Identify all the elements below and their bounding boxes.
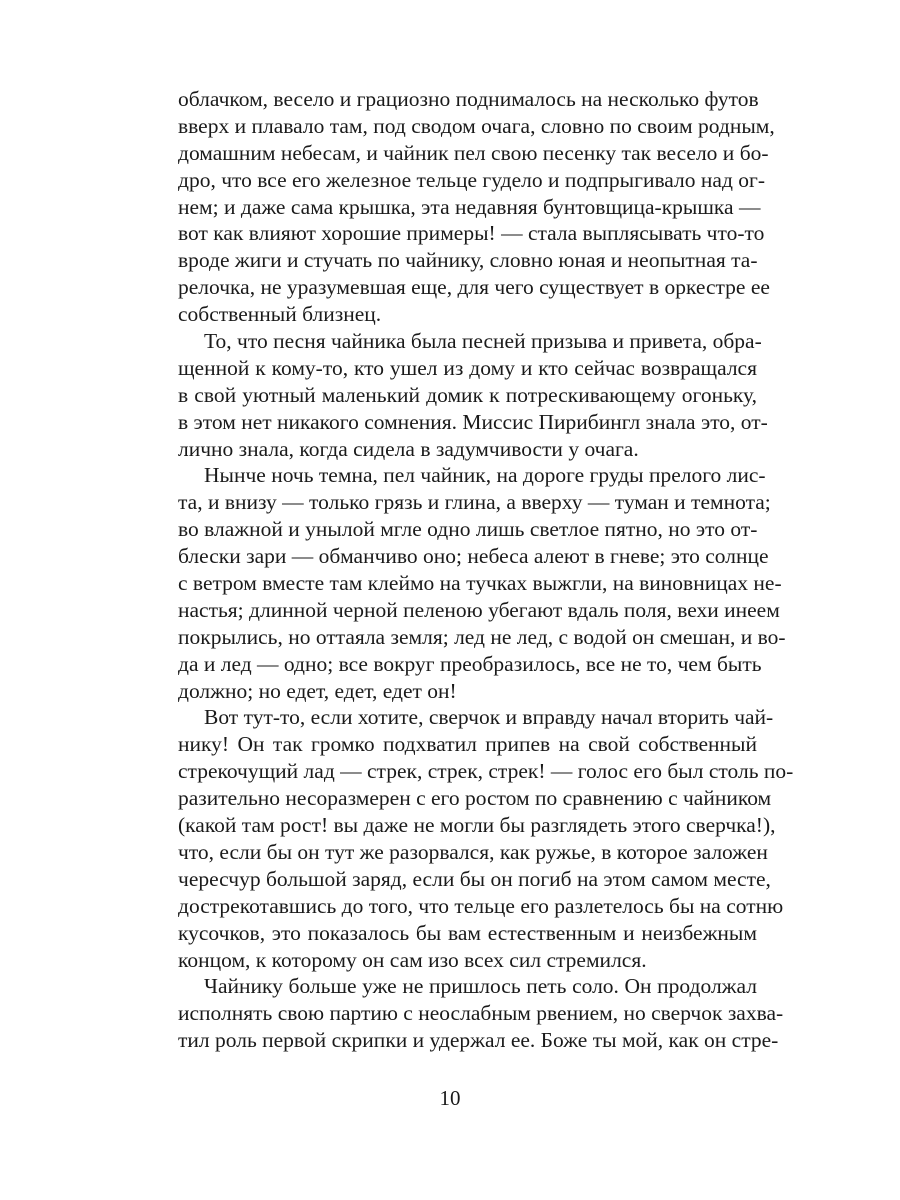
text-line: настья; длинной черной пеленою убегают вдаль поля, вехи инеем [178,597,780,622]
text-line: Нынче ночь темна, пел чайник, на дороге груды прелого лис- [204,463,766,488]
body-text [178,86,794,1054]
text-line: кусочков, это показалось бы вам естественным и неизбежным [178,920,757,945]
text-line: блески зари — обманчиво оно; небеса алеют в гневе; это солнце [178,544,769,569]
text-line: вот как влияют хорошие примеры! — стала выплясывать что-то [178,221,765,246]
text-line: стрекочущий лад — стрек, стрек, стрек! — голос его был столь по- [178,759,794,784]
text-line: нем; и даже сама крышка, эта недавняя бунтовщица-крышка — [178,194,761,219]
text-line: облачком, весело и грациозно поднималось на несколько футов [178,87,759,111]
text-line: релочка, не уразумевшая еще, для чего существует в оркестре ее [178,275,770,300]
paragraph-2 [178,328,768,462]
text-line: собственный близнец. [178,302,382,327]
text-line: домашним небесам, и чайник пел свою песенку так весело и бо- [178,140,769,165]
text-line: (какой там рост! вы даже не могли бы разглядеть этого сверчка!), [178,813,776,838]
text-line: Чайнику больше уже не пришлось петь соло. Он продолжал [204,974,757,999]
text-line: чересчур большой заряд, если бы он погиб на этом самом месте, [178,866,771,891]
text-line: дро, что все его железное тельце гудело и подпрыгивало над ог- [178,167,765,192]
text-line: что, если бы он тут же разорвался, как ружье, в которое заложен [178,839,768,864]
text-line: да и лед — одно; все вокруг преобразилось, все не то, чем быть [178,651,762,676]
text-line: нику! Он так громко подхватил припев на свой собственный [178,732,757,757]
paragraph-4 [178,704,794,973]
text-line: вроде жиги и стучать по чайнику, словно юная и неопытная та- [178,248,758,273]
text-line: разительно несоразмерен с его ростом по сравнению с чайником [178,786,772,811]
text-line: вверх и плавало там, под сводом очага, словно по своим родным, [178,113,775,138]
text-line: Вот тут-то, если хотите, сверчок и вправду начал вторить чай- [204,705,774,730]
text-line: во влажной и унылой мгле одно лишь светлое пятно, но это от- [178,517,758,542]
text-line: концом, к которому он сам изо всех сил стремился. [178,947,647,972]
text-line: тил роль первой скрипки и удержал ее. Боже ты мой, как он стре- [178,1028,779,1053]
text-line: дострекотавшись до того, что тельце его разлетелось бы на сотню [178,893,784,918]
text-line: с ветром вместе там клеймо на тучках выжгли, на виновницах не- [178,571,782,596]
text-line: та, и внизу — только грязь и глина, а вверху — туман и темнота; [178,490,771,515]
paragraph-5 [178,973,784,1054]
text-line: в свой уютный маленький домик к потрескивающему огоньку, [178,382,757,407]
text-line: исполнять свою партию с неослабным рвением, но сверчок захва- [178,1001,784,1026]
paragraph-1 [178,86,775,328]
paragraph-3 [178,462,786,704]
text-line: должно; но едет, едет, едет он! [178,678,457,703]
text-line: покрылись, но оттаяла земля; лед не лед, с водой он смешан, и во- [178,624,786,649]
text-line: лично знала, когда сидела в задумчивости у очага. [178,436,639,461]
page-number: 10 [439,1086,461,1110]
text-line: в этом нет никакого сомнения. Миссис Пирибингл знала это, от- [178,409,768,434]
text-line: То, что песня чайника была песней призыва и привета, обра- [204,329,762,354]
text-line: щенной к кому-то, кто ушел из дому и кто сейчас возвращался [178,355,757,380]
